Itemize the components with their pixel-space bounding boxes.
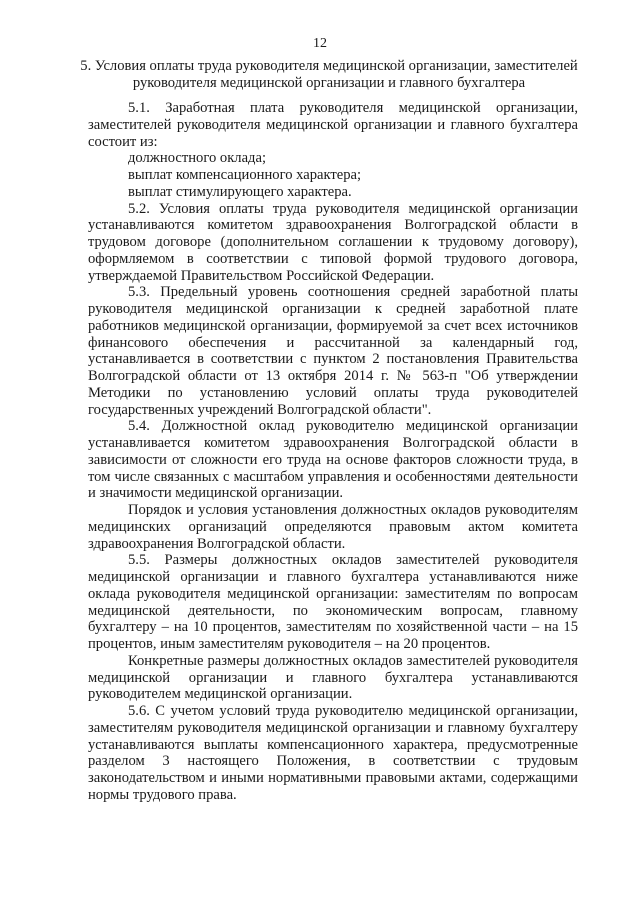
list-item: должностного оклада;: [128, 150, 266, 167]
paragraph-5-5: 5.5. Размеры должностных окладов заместителей руководителя медицинской организации и главного бухгалтера устанавливаются ниже оклада руководителя медицинской организации: заместителям по вопросам медицинской деятельности, по экономическим вопросам, главному бухгалтеру – на 10 процентов, заместителям по хозяйственной части – на 15 процентов, иным заместителям руководителя – на 20 процентов.: [88, 552, 578, 652]
paragraph-5-3: 5.3. Предельный уровень соотношения средней заработной платы руководителя медицинской организации к средней заработной плате работников медицинской организации, формируемой за счет всех источников финансового обеспечения и рассчитанной за календарный год, устанавливается в соответствии с пунктом 2 постановления Правительства Волгоградской области от 13 октября 2014 г. № 563-п "Об утверждении Методики по установлению условий оплаты труда руководителей государственных учреждений Волгоградской области".: [88, 284, 578, 418]
paragraph-5-1: 5.1. Заработная плата руководителя медицинской организации, заместителей руководителя медицинской организации и главного бухгалтера состоит из:: [88, 100, 578, 150]
paragraph-5-5-specific: Конкретные размеры должностных окладов заместителей руководителя медицинской организации и главного бухгалтера устанавливаются руководителем медицинской организации.: [88, 652, 578, 703]
paragraph-5-6: 5.6. С учетом условий труда руководителю медицинской организации, заместителям руководителя медицинской организации и главному бухгалтеру устанавливаются выплаты компенсационного характера, предусмотренные разделом 3 настоящего Положения, в соответствии с трудовым законодательством и иными нормативными правовыми актами, содержащими нормы трудового права.: [88, 703, 578, 803]
section-title: 5. Условия оплаты труда руководителя медицинской организации, заместителей руководителя медицинской организации и главного бухгалтера: [80, 58, 578, 91]
page-number: 12: [313, 36, 327, 51]
paragraph-5-4: 5.4. Должностной оклад руководителю медицинской организации устанавливается комитетом здравоохранения Волгоградской области в зависимости от сложности его труда на основе факторов сложности труда, в том числе связанных с масштабом управления и особенностями деятельности и значимости медицинской организации.: [88, 418, 578, 502]
list-item: выплат стимулирующего характера.: [128, 183, 352, 200]
list-item: выплат компенсационного характера;: [128, 167, 362, 183]
paragraph-5-4-procedure: Порядок и условия установления должностных окладов руководителям медицинских организаций определяются правовым актом комитета здравоохранения Волгоградской области.: [88, 502, 578, 552]
paragraph-5-2: 5.2. Условия оплаты труда руководителя медицинской организации устанавливаются комитетом здравоохранения Волгоградской области в трудовом договоре (дополнительном соглашении к трудовому договору), оформляемом в соответствии с типовой формой трудового договора, утверждаемой Правительством Российской Федерации.: [88, 200, 578, 284]
document-body: [88, 100, 578, 804]
